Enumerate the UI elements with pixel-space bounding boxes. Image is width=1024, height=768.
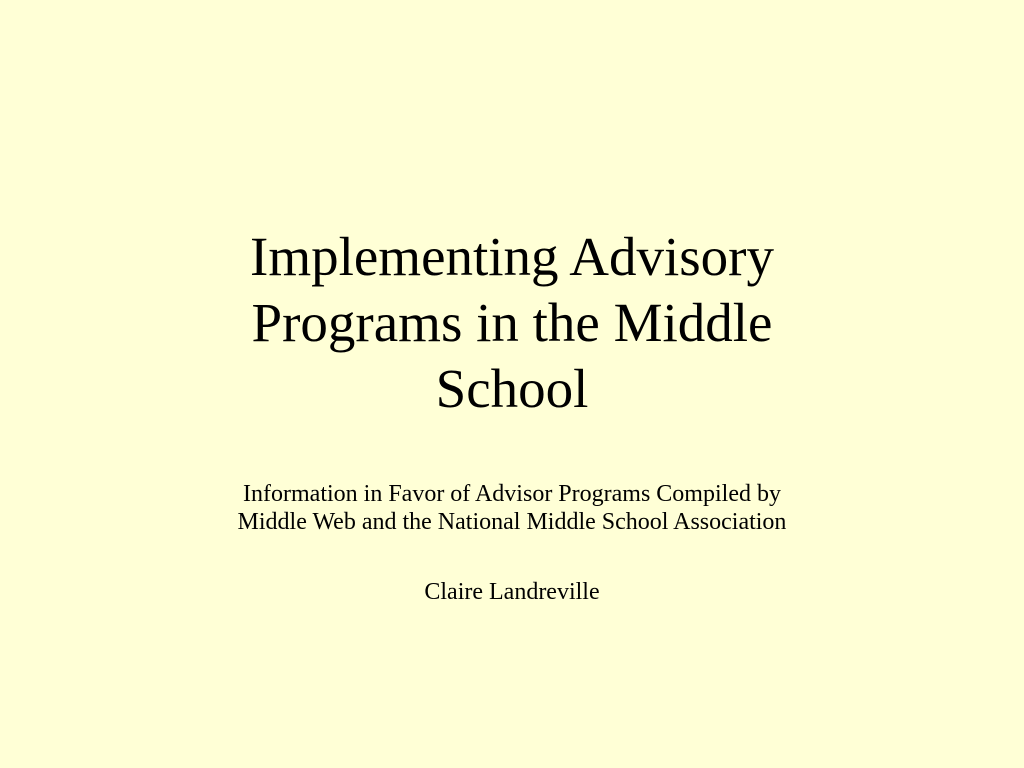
slide-title <box>0 224 1024 422</box>
title-line-3: School <box>435 358 589 419</box>
subtitle-line-1: Information in Favor of Advisor Programs Compiled by <box>243 481 781 507</box>
subtitle-line-2: Middle Web and the National Middle School Association <box>237 509 787 535</box>
title-line-1: Implementing Advisory <box>250 226 774 287</box>
slide-subtitle <box>0 480 1024 536</box>
title-line-2: Programs in the Middle <box>251 292 773 353</box>
author-name: Claire Landreville <box>424 579 600 605</box>
